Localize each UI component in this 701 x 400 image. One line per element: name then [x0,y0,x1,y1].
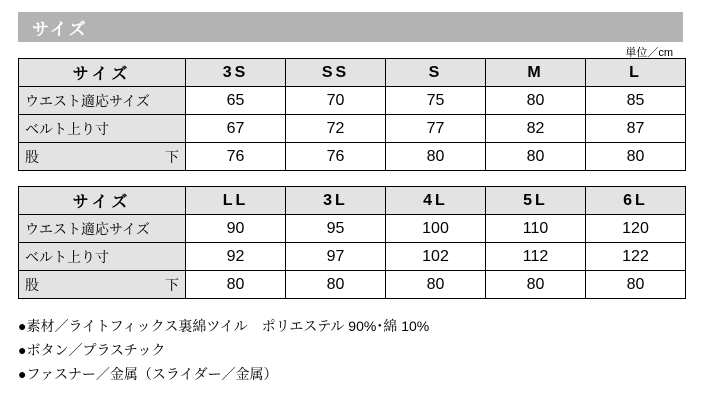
table1-row2-label [19,143,186,171]
note-line-button: ●ボタン／プラスチック [18,342,166,358]
table-header-row [19,59,686,87]
table2-row0-val3: 110 [486,215,586,243]
table2-row0-val1: 95 [286,215,386,243]
table1-row0-val2: 75 [386,87,486,115]
header-unit-wrap [18,12,683,59]
size-table-1 [18,58,686,171]
table2-row1-val3: 112 [486,243,586,271]
table2-row2-val2: 80 [386,271,486,299]
table2-row0-val0: 90 [186,215,286,243]
table2-row2-label-left: 股 [25,276,39,293]
table1-row1-val4: 87 [586,115,686,143]
table1-header-cell-1: 3S [186,59,286,87]
table2-row1-val4: 122 [586,243,686,271]
note-line-material: ●素材／ライトフィックス裏綿ツイル ポリエステル 90%･綿 10% [18,318,430,334]
table2-row2-val0: 80 [186,271,286,299]
table1-row0-label: ウエスト適応サイズ [19,87,186,115]
table-row [19,215,686,243]
table2-header-cell-4: 5L [486,187,586,215]
table-row [19,271,686,299]
table1-row1-label: ベルト上り寸 [19,115,186,143]
table1-row1-val0: 67 [186,115,286,143]
table2-row1-val2: 102 [386,243,486,271]
table1-row1-val1: 72 [286,115,386,143]
table-row [19,143,686,171]
material-notes [18,314,683,386]
table1-row2-val4: 80 [586,143,686,171]
page-title: サイズ [32,19,88,39]
table1-row2-val1: 76 [286,143,386,171]
table2-row2-label-right: 下 [165,276,179,293]
table1-header-cell-4: M [486,59,586,87]
table1-row2-val3: 80 [486,143,586,171]
table2-row1-val0: 92 [186,243,286,271]
table2-header-cell-2: 3L [286,187,386,215]
table2-row2-val3: 80 [486,271,586,299]
table2-row1-label: ベルト上り寸 [19,243,186,271]
unit-label: 単位／cm [625,47,673,59]
note-line-fastener: ●ファスナー／金属（スライダー／金属） [18,366,278,382]
table2-row2-val1: 80 [286,271,386,299]
table1-row0-val1: 70 [286,87,386,115]
table1-row0-val0: 65 [186,87,286,115]
table2-header-cell-0: サイズ [19,187,186,215]
table1-row2-val2: 80 [386,143,486,171]
table-row [19,87,686,115]
size-table-2-wrap [18,186,683,299]
table1-row2-val0: 76 [186,143,286,171]
table2-row0-val4: 120 [586,215,686,243]
table1-header-cell-2: SS [286,59,386,87]
table2-header-cell-3: 4L [386,187,486,215]
table1-row2-label-left: 股 [25,148,39,165]
table-row [19,243,686,271]
table1-row1-val2: 77 [386,115,486,143]
table2-header-cell-5: 6L [586,187,686,215]
table2-row0-val2: 100 [386,215,486,243]
table1-row0-val3: 80 [486,87,586,115]
table1-row1-val3: 82 [486,115,586,143]
table1-header-cell-3: S [386,59,486,87]
table1-header-cell-0: サイズ [19,59,186,87]
table2-row0-label: ウエスト適応サイズ [19,215,186,243]
table1-row2-label-right: 下 [165,148,179,165]
table2-row2-label [19,271,186,299]
table1-header-cell-5: L [586,59,686,87]
table2-row2-val4: 80 [586,271,686,299]
table-row [19,115,686,143]
size-table-2 [18,186,686,299]
table2-row1-val1: 97 [286,243,386,271]
table2-header-cell-1: LL [186,187,286,215]
table-header-row [19,187,686,215]
table1-row0-val4: 85 [586,87,686,115]
size-table-1-wrap [18,58,683,171]
